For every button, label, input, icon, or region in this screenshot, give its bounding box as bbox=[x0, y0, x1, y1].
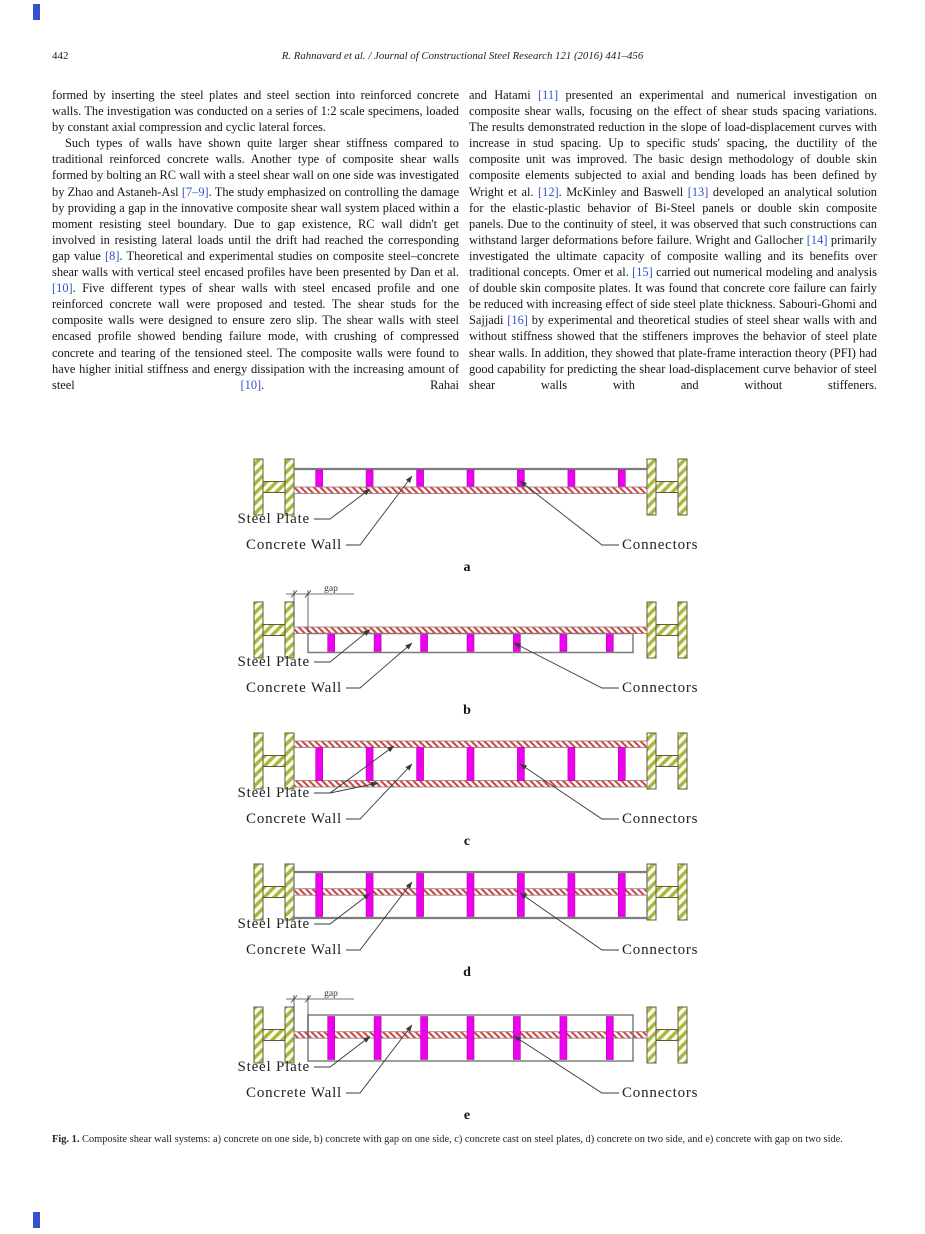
connector-stud bbox=[467, 634, 474, 652]
gap-label: gap bbox=[324, 989, 338, 999]
boundary-column-section bbox=[263, 482, 285, 493]
figure-1-diagrams bbox=[202, 455, 722, 1132]
citation-link[interactable]: [14] bbox=[806, 232, 828, 247]
paragraph bbox=[52, 135, 459, 393]
gap-dimension bbox=[286, 584, 354, 632]
connectors-label: Connectors bbox=[622, 537, 699, 553]
connector-stud bbox=[467, 1017, 474, 1060]
diagram-letter: d bbox=[463, 965, 471, 980]
connector-stud bbox=[328, 1017, 335, 1060]
citation-link[interactable]: [7–9] bbox=[181, 184, 209, 199]
boundary-column-section bbox=[647, 602, 656, 658]
concrete-wall-label: Concrete Wall bbox=[246, 811, 342, 827]
diagram-b bbox=[202, 584, 722, 720]
connector-stud bbox=[606, 1017, 613, 1060]
connector-stud bbox=[316, 874, 323, 917]
steel-plate-label: Steel Plate bbox=[237, 785, 310, 801]
connector-stud bbox=[467, 748, 474, 781]
leader-line bbox=[314, 1037, 370, 1068]
text-run: formed by inserting the steel plates and steel section into reinforced concrete walls. The investigation was conducted on a series of 1:2 scale specimens, loaded by constant axial compression and cyclic lateral forces. bbox=[52, 88, 459, 135]
boundary-column-section bbox=[263, 625, 285, 636]
citation-link[interactable]: [10] bbox=[52, 281, 73, 296]
connector-stud bbox=[316, 470, 323, 487]
boundary-column-section bbox=[678, 459, 687, 515]
diagram-letter: b bbox=[463, 703, 471, 718]
boundary-column-section bbox=[254, 864, 263, 920]
diagram-letter: e bbox=[463, 1108, 471, 1123]
text-run: . Five different types of shear walls with steel encased profile and one reinforced concrete wall were proposed and tested. The shear studs for the composite walls were designed to ensure zero slip. The shear walls with steel encased profile showed bending failure mode, with crushing of compressed concrete and tearing of the tensioned steel. The composite walls were found to have higher initial stiffness and energy dissipation with the increasing amount of steel bbox=[52, 281, 459, 392]
boundary-column-section bbox=[285, 602, 294, 658]
boundary-column-section bbox=[647, 1007, 656, 1063]
boundary-column-section bbox=[263, 756, 285, 767]
diagram-d bbox=[202, 858, 722, 982]
running-head: R. Rahnavard et al. / Journal of Constructional Steel Research 121 (2016) 441–456 bbox=[281, 50, 644, 62]
steel-plate-label: Steel Plate bbox=[237, 916, 310, 932]
gap-label: gap bbox=[324, 584, 338, 594]
figure-caption-text: Composite shear wall systems: a) concrete on one side, b) concrete with gap on one side, c) concrete cast on steel plates, d) concrete on two side, and e) concrete with gap on two side. bbox=[79, 1134, 843, 1145]
boundary-column-section bbox=[647, 459, 656, 515]
diagram-c bbox=[202, 727, 722, 851]
boundary-column-section bbox=[254, 459, 263, 515]
steel-plate-label: Steel Plate bbox=[237, 511, 310, 527]
concrete-wall-label: Concrete Wall bbox=[246, 942, 342, 958]
boundary-column-section bbox=[656, 887, 678, 898]
citation-link[interactable]: [8] bbox=[105, 248, 120, 263]
diagram-a bbox=[202, 455, 722, 577]
right-text-column bbox=[469, 87, 877, 393]
text-run: . McKinley and Baswell bbox=[558, 184, 688, 199]
paragraph bbox=[52, 87, 459, 135]
boundary-column-section bbox=[254, 602, 263, 658]
paragraph bbox=[469, 87, 877, 393]
diagram-letter: a bbox=[463, 560, 471, 575]
boundary-column-section bbox=[656, 482, 678, 493]
connector-stud bbox=[517, 748, 524, 781]
boundary-column-section bbox=[656, 756, 678, 767]
steel-plate-strip bbox=[294, 781, 647, 788]
connectors-label: Connectors bbox=[622, 811, 699, 827]
text-run: . Rahai bbox=[261, 377, 459, 392]
gap-dimension bbox=[286, 989, 354, 1037]
text-run: . The study emphasized on controlling the damage by providing a gap in the innovative composite shear wall system placed within a moment resisting steel boundary. Due to gap existence, RC wall didn't get involved in resisting lateral loads until the drift had reached the corresponding gap value bbox=[52, 184, 460, 263]
boundary-column-section bbox=[263, 887, 285, 898]
connector-stud bbox=[618, 470, 625, 487]
text-run: presented an experimental and numerical investigation on composite shear walls, focusing on the effect of shear studs spacing variations. The results demonstrated reduction in the slope of load-displacement curves with increase in stud spacing. Up to specific studs' spacing, the ductility of the composite unit was improved. The basic design methodology of double skin composite elements subjected to axial and bending loads has been defined by Wright et al. bbox=[469, 88, 878, 199]
text-run: developed an analytical solution for the elastic-plastic behavior of Bi-Steel panels or double skin composite panels. Due to the continuity of steel, it was observed that such constructions can withstand larger deformations before failure. Wright and Gallocher bbox=[469, 184, 878, 247]
boundary-column-section bbox=[263, 1030, 285, 1041]
left-text-column bbox=[52, 87, 459, 393]
connector-stud bbox=[417, 748, 424, 781]
connector-stud bbox=[417, 874, 424, 917]
connectors-label: Connectors bbox=[622, 1085, 699, 1101]
connector-stud bbox=[366, 470, 373, 487]
citation-link[interactable]: [11] bbox=[537, 88, 559, 102]
citation-link[interactable]: [12] bbox=[538, 184, 559, 199]
connector-stud bbox=[568, 470, 575, 487]
connector-stud bbox=[421, 1017, 428, 1060]
boundary-column-section bbox=[678, 733, 687, 789]
connector-stud bbox=[568, 874, 575, 917]
steel-plate-label: Steel Plate bbox=[237, 1059, 310, 1075]
citation-link[interactable]: [13] bbox=[687, 184, 709, 199]
boundary-column-section bbox=[647, 733, 656, 789]
connector-stud bbox=[366, 874, 373, 917]
page-number: 442 bbox=[52, 50, 69, 62]
text-run: and Hatami bbox=[469, 88, 538, 102]
connector-stud bbox=[421, 634, 428, 652]
connector-stud bbox=[417, 470, 424, 487]
connector-stud bbox=[467, 470, 474, 487]
boundary-column-section bbox=[285, 733, 294, 789]
concrete-wall-label: Concrete Wall bbox=[246, 680, 342, 696]
connector-stud bbox=[513, 634, 520, 652]
leader-line bbox=[346, 476, 412, 545]
steel-plate-strip bbox=[294, 627, 647, 634]
connector-stud bbox=[606, 634, 613, 652]
steel-plate-strip bbox=[294, 741, 647, 748]
connector-stud bbox=[560, 634, 567, 652]
connector-stud bbox=[618, 874, 625, 917]
connector-stud bbox=[568, 748, 575, 781]
connector-stud bbox=[467, 874, 474, 917]
page-header bbox=[0, 50, 925, 66]
boundary-column-section bbox=[656, 625, 678, 636]
text-run: primarily investigated the ultimate capacity of composite walling and its benefits over traditional concepts. Omer et al. bbox=[469, 232, 877, 280]
citation-link[interactable]: [15] bbox=[632, 265, 653, 280]
concrete-wall-label: Concrete Wall bbox=[246, 537, 342, 553]
leader-line bbox=[314, 630, 370, 663]
figure-caption bbox=[52, 1133, 876, 1147]
connector-stud bbox=[374, 1017, 381, 1060]
boundary-column-section bbox=[647, 864, 656, 920]
boundary-column-section bbox=[254, 1007, 263, 1063]
edge-marker-top bbox=[33, 4, 40, 20]
concrete-wall-label: Concrete Wall bbox=[246, 1085, 342, 1101]
boundary-column-section bbox=[656, 1030, 678, 1041]
steel-plate-strip bbox=[294, 487, 647, 494]
text-run: Such types of walls have shown quite larger shear stiffness compared to traditional reinforced concrete walls. Another type of composite shear walls formed by bolting an RC wall with a steel shear wall on one side was investigated by Zhao and Astaneh-Asl bbox=[52, 136, 459, 199]
leader-line bbox=[346, 764, 412, 819]
boundary-column-section bbox=[254, 733, 263, 789]
connector-stud bbox=[374, 634, 381, 652]
boundary-column-section bbox=[678, 602, 687, 658]
connector-stud bbox=[517, 470, 524, 487]
text-run: . Theoretical and experimental studies on composite steel–concrete shear walls with vertical steel encased profiles have been presented by Dan et al. bbox=[52, 248, 459, 280]
connector-stud bbox=[316, 748, 323, 781]
text-run: by experimental and theoretical studies of steel shear walls with and without stiffness showed that the stiffeners improves the behavior of steel plate shear walls. In addition, they showed that plate-frame interaction theory (PFI) had good capability for predicting the shear load-displacement curve behavior of steel shear walls with and without stiffeners. bbox=[469, 313, 877, 392]
edge-marker-bottom bbox=[33, 1212, 40, 1228]
boundary-column-section bbox=[285, 1007, 294, 1063]
connectors-label: Connectors bbox=[622, 942, 699, 958]
figure-caption-label: Fig. 1. bbox=[52, 1134, 80, 1145]
diagram-e bbox=[202, 989, 722, 1125]
connector-stud bbox=[328, 634, 335, 652]
diagram-letter: c bbox=[463, 834, 471, 849]
citation-link[interactable]: [16] bbox=[507, 313, 528, 328]
steel-plate-label: Steel Plate bbox=[237, 654, 310, 670]
citation-link[interactable]: [10] bbox=[240, 377, 262, 392]
boundary-column-section bbox=[285, 459, 294, 515]
boundary-column-section bbox=[285, 864, 294, 920]
connector-stud bbox=[618, 748, 625, 781]
connectors-label: Connectors bbox=[622, 680, 699, 696]
boundary-column-section bbox=[678, 1007, 687, 1063]
text-run: carried out numerical modeling and analysis of double skin composite plates. It was found that concrete core failure can fairly be reduced with increasing effect of side steel plate thickness. Sabouri-Ghomi and Sajjadi bbox=[469, 265, 877, 328]
connector-stud bbox=[560, 1017, 567, 1060]
boundary-column-section bbox=[678, 864, 687, 920]
